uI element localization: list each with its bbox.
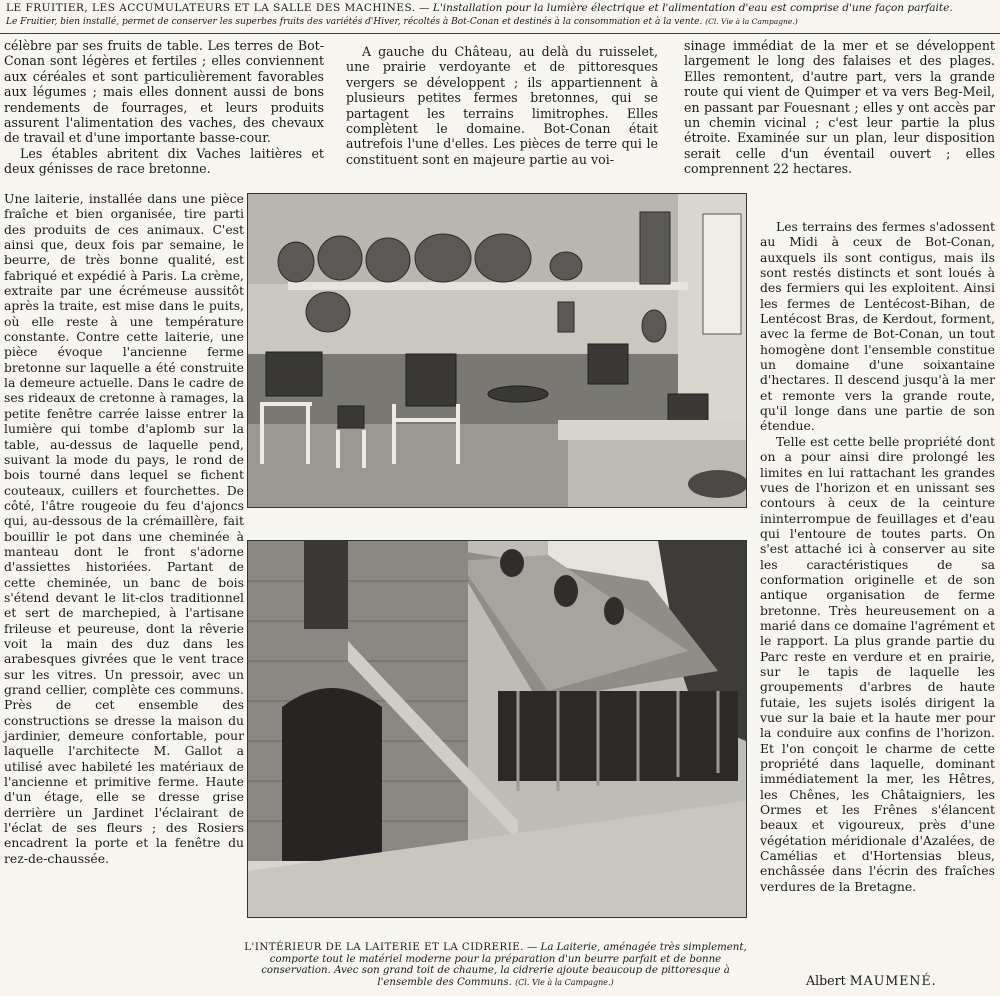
author-signature bbox=[806, 973, 937, 988]
author-first-name: Albert bbox=[806, 973, 846, 988]
top-caption-credit: (Cl. Vie à la Campagne.) bbox=[705, 17, 798, 26]
column-3-lower bbox=[760, 219, 995, 894]
cider-house-image bbox=[248, 541, 746, 917]
column-1-lower bbox=[4, 191, 244, 866]
column-1 bbox=[4, 38, 324, 177]
author-last-name: MAUMENÉ. bbox=[849, 973, 937, 988]
paragraph: sinage immédiat de la mer et se développent largement le long des falaises et des plages. Elles remontent, d'autre part, vers la grande route qui vient de Quimper et va vers Beg-Meil, en passant par Fouesnant ; elles y ont accès par un chemin vicinal ; c'est leur partie la plus étroite. Examinée sur un plan, leur disposition serait celle d'un éventail ouvert ; elles comprennent 22 hectares. bbox=[684, 38, 995, 177]
bottom-caption-text: — La Laiterie, aménagée très simplement, comporte tout le matériel moderne pour la préparation d'un beurre parfait et de bonne conservation. Avec son grand toit de chaume, la cidrerie ajoute beaucoup de pittoresque à l'ensemble des Communs. bbox=[261, 942, 747, 988]
top-caption-line1-text: — L'installation pour la lumière électrique et l'alimentation d'eau est comprise d'une façon parfaite. bbox=[415, 2, 953, 14]
column-2 bbox=[346, 44, 658, 167]
bottom-caption-title: L'INTÉRIEUR DE LA LAITERIE ET LA CIDRERIE. bbox=[244, 942, 524, 953]
column-3 bbox=[684, 38, 995, 177]
dairy-interior-photo bbox=[247, 193, 747, 508]
bottom-caption-credit: (Cl. Vie à la Campagne.) bbox=[515, 977, 614, 987]
paragraph: Les étables abritent dix Vaches laitières et deux génisses de race bretonne. bbox=[4, 145, 324, 177]
paragraph: célèbre par ses fruits de table. Les terres de Bot-Conan sont légères et fertiles ; elles conviennent aux céréales et sont particulièrement favorables aux légumes ; mais elles donnent aussi de bons rendements de fourrages, et leurs produits assurent l'alimentation des vaches, des chevaux de travail et d'une importante basse-cour. bbox=[4, 38, 324, 146]
top-caption bbox=[0, 0, 1000, 34]
top-caption-line1 bbox=[6, 2, 994, 15]
paragraph: Telle est cette belle propriété dont on a pour ainsi dire prolongé les limites en lui rattachant les grandes vues de l'horizon et en unissant ses contours à ceux de la ceinture ininterrompue de feuillages et d'eau qui l'entoure de toutes parts. On s'est attaché ici à conserver au site les caractéristiques de sa conformation originelle et de son antique organisation de ferme bretonne. Très heureusement on a marié dans ce domaine l'agrément et le rapport. La plus grande partie du Parc reste en verdure et en prairie, sur le tapis de laquelle les groupements d'arbres de haute futaie, les sujets isolés dirigent la vue sur la baie et la haute mer pour la conduire aux confins de l'horizon. Et l'on conçoit le charme de cette propriété dans laquelle, dominant immédiatement la mer, les Hêtres, les Chênes, les Châtaigniers, les Ormes et les Frênes s'élancent beaux et vigoureux, près d'une végétation méridionale d'Azalées, de Camélias et d'Hortensias bleus, enchâssée dans l'écrin des fraîches verdures de la Bretagne. bbox=[760, 433, 995, 894]
paragraph: Une laiterie, installée dans une pièce fraîche et bien organisée, tire parti des produits de ces animaux. C'est ainsi que, deux fois par semaine, le beurre, de très bonne qualité, est fabriqué et expédié à Paris. La crème, extraite par une écrémeuse aussitôt après la traite, est mise dans le puits, où elle reste à une température constante. Contre cette laiterie, une pièce évoque l'ancienne ferme bretonne sur laquelle a été construite la demeure actuelle. Dans le cadre de ses rideaux de cretonne à ramages, la petite fenêtre carrée laisse entrer la lumière qui tombe d'aplomb sur la table, au-dessus de laquelle pend, suivant la mode du pays, le rond de bois tourné dans lequel se fichent couteaux, cuillers et fourchettes. De côté, l'âtre rougeoie du feu d'ajoncs qui, au-dessous de la crémaillère, fait bouillir le pot dans une cheminée à manteau dont le front s'adorne d'assiettes historiées. Partant de cette cheminée, un banc de bois s'étend devant le lit-clos traditionnel et sert de marchepied, à l'artisane frileuse et peureuse, dont la rêverie voit la main des duz dans les arabesques givrées que le vent trace sur les vitres. Un pressoir, avec un grand cellier, complète ces communs. Près de cet ensemble des constructions se dresse la maison du jardinier, demeure confortable, pour laquelle l'architecte M. Gallot a utilisé avec habileté les matériaux de l'ancienne et primitive ferme. Haute d'un étage, elle se dresse grise derrière un Jardinet l'éclairant de l'éclat de ses fleurs ; des Rosiers encadrent la porte et la fenêtre du rez-de-chaussée. bbox=[4, 191, 244, 866]
dairy-interior-image bbox=[248, 194, 746, 507]
paragraph: Les terrains des fermes s'adossent au Midi à ceux de Bot-Conan, auxquels ils sont contigus, mais ils sont restés distincts et sont loués à des fermiers qui les exploitent. Ainsi les fermes de Lentécost-Bihan, de Lentécost Bras, de Kerdout, forment, avec la ferme de Bot-Conan, un tout homogène dont l'ensemble constitue un domaine d'une soixantaine d'hectares. Il descend jusqu'à la mer et remonte vers la grande route, qu'il longe dans une partie de son étendue. bbox=[760, 219, 995, 434]
top-caption-line2 bbox=[6, 15, 994, 29]
top-caption-title: LE FRUITIER, LES ACCUMULATEURS ET LA SALLE DES MACHINES. bbox=[6, 2, 416, 14]
top-caption-line2-text: Le Fruitier, bien installé, permet de conserver les superbes fruits des variétés d'Hiver, récoltés à Bot-Conan et destinés à la consommation et à la vente. bbox=[6, 17, 703, 27]
cider-house-photo bbox=[247, 540, 747, 918]
paragraph: A gauche du Château, au delà du ruisselet, une prairie verdoyante et de pittoresques vergers se développent ; ils appartiennent à plusieurs petites fermes bretonnes, qui se partagent les terrains limitrophes. Elles complètent le domaine. Bot-Conan était autrefois l'une d'elles. Les pièces de terre qui le constituent sont en majeure partie au voi- bbox=[346, 44, 658, 167]
bottom-caption bbox=[238, 942, 753, 988]
